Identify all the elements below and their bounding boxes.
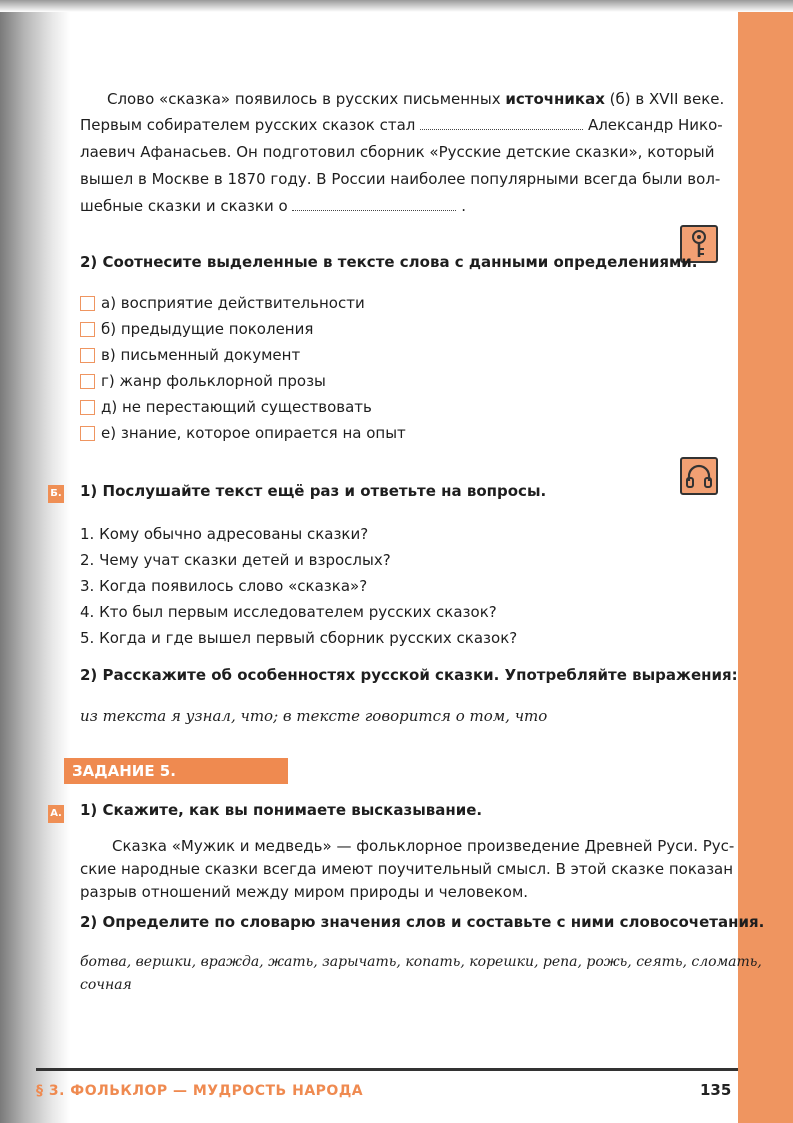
question-2: 2. Чему учат сказки детей и взрослых? — [80, 551, 391, 569]
answer-checkbox-a[interactable] — [80, 296, 95, 311]
paragraph-line-3: лаевич Афанасьев. Он подготовил сборник «Русские детские сказки», который — [80, 143, 715, 161]
section-b-heading: 1) Послушайте текст ещё раз и ответьте на вопросы. — [80, 482, 547, 500]
section-b-marker: Б. — [48, 485, 64, 503]
answer-checkbox-e[interactable] — [80, 400, 95, 415]
headphones-icon — [680, 457, 718, 495]
option-a: а) восприятие действительности — [101, 294, 365, 312]
useful-phrases: из текста я узнал, что; в тексте говорится о том, что — [80, 707, 548, 725]
book-gutter-shadow — [0, 0, 70, 1123]
question-1: 1. Кому обычно адресованы сказки? — [80, 525, 369, 543]
paragraph-text: Александр Нико- — [583, 116, 723, 134]
task-5-banner: ЗАДАНИЕ 5. — [64, 758, 288, 784]
quote-line-1: Сказка «Мужик и медведь» — фольклорное произведение Древней Руси. Рус- — [112, 837, 735, 855]
option-d: г) жанр фольклорной прозы — [101, 372, 326, 390]
blank-fill-line[interactable] — [420, 128, 583, 130]
task-2-heading: 2) Соотнесите выделенные в тексте слова с данными определениями. — [80, 253, 698, 271]
paragraph-line-4: вышел в Москве в 1870 году. В России наиболее популярными всегда были вол- — [80, 170, 721, 188]
paragraph-line-1 — [107, 86, 724, 113]
question-3: 3. Когда появилось слово «сказка»? — [80, 577, 368, 595]
paragraph-text: (б) в XVII веке. — [604, 90, 725, 108]
option-b: б) предыдущие поколения — [101, 320, 314, 338]
option-e: д) не перестающий существовать — [101, 398, 372, 416]
footer-divider — [36, 1068, 738, 1071]
highlighted-word: источниках — [505, 90, 605, 108]
paragraph-text: . — [456, 197, 466, 215]
quote-line-2: ские народные сказки всегда имеют поучительный смысл. В этой сказке показан — [80, 860, 734, 878]
chapter-title: § 3. ФОЛЬКЛОР — МУДРОСТЬ НАРОДА — [36, 1083, 364, 1099]
task-5-heading-2: 2) Определите по словарю значения слов и составьте с ними словосочетания. — [80, 913, 765, 931]
paragraph-text: Слово «сказка» появилось в русских письменных — [107, 90, 506, 108]
section-a-marker: А. — [48, 805, 64, 823]
paragraph-text: шебные сказки и сказки о — [80, 197, 293, 215]
paragraph-line-2 — [80, 112, 723, 139]
option-f: е) знание, которое опирается на опыт — [101, 424, 406, 442]
quote-line-3: разрыв отношений между миром природы и человеком. — [80, 883, 529, 901]
blank-fill-line[interactable] — [292, 209, 456, 211]
paragraph-line-5 — [80, 193, 466, 220]
top-edge-shadow — [0, 0, 793, 12]
page-number: 135 — [700, 1081, 732, 1099]
option-c: в) письменный документ — [101, 346, 301, 364]
vocabulary-words-line-2: сочная — [80, 977, 132, 993]
section-b-heading-2: 2) Расскажите об особенностях русской сказки. Употребляйте выражения: — [80, 666, 738, 684]
task-5-heading: 1) Скажите, как вы понимаете высказывание. — [80, 801, 483, 819]
vocabulary-words-line-1: ботва, вершки, вражда, жать, зарычать, копать, корешки, репа, рожь, сеять, сломать, — [80, 954, 762, 970]
question-4: 4. Кто был первым исследователем русских сказок? — [80, 603, 497, 621]
answer-checkbox-d[interactable] — [80, 374, 95, 389]
answer-checkbox-b[interactable] — [80, 322, 95, 337]
answer-checkbox-f[interactable] — [80, 426, 95, 441]
question-5: 5. Когда и где вышел первый сборник русских сказок? — [80, 629, 518, 647]
answer-checkbox-c[interactable] — [80, 348, 95, 363]
paragraph-text: Первым собирателем русских сказок стал — [80, 116, 421, 134]
